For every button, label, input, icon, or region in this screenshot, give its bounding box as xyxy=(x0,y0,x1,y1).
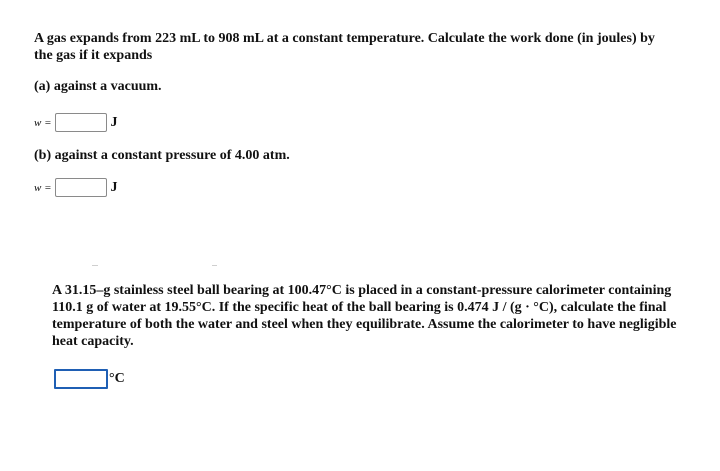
part-a-label: (a) against a vacuum. xyxy=(34,79,162,94)
celsius-unit-label: °C xyxy=(109,371,125,386)
joules-unit-label: J xyxy=(110,179,118,195)
part-b-answer-input[interactable] xyxy=(55,178,107,197)
final-temperature-input[interactable] xyxy=(54,369,108,389)
divider-mark xyxy=(92,265,98,266)
final-temperature-answer-row xyxy=(54,369,125,389)
part-b-answer-row xyxy=(34,178,118,197)
work-variable-label: w = xyxy=(34,181,52,194)
joules-unit-label: J xyxy=(110,114,118,130)
part-a-answer-row xyxy=(34,113,118,132)
question-2-prompt: A 31.15–g stainless steel ball bearing at 100.47°C is placed in a constant-pressure calorimeter containing 110.1 g of water at 19.55°C. If the specific heat of the ball bearing is 0.474 J / (g · °C), calculate the final temperature of both the water and steel when they equilibrate. Assume the calorimeter to have negligible heat capacity. xyxy=(52,283,677,349)
part-a-answer-input[interactable] xyxy=(55,113,107,132)
part-b-label: (b) against a constant pressure of 4.00 atm. xyxy=(34,148,290,163)
question-1-prompt: A gas expands from 223 mL to 908 mL at a constant temperature. Calculate the work done (in joules) by the gas if it expands xyxy=(34,31,655,63)
divider-mark xyxy=(212,265,217,266)
work-variable-label: w = xyxy=(34,116,52,129)
